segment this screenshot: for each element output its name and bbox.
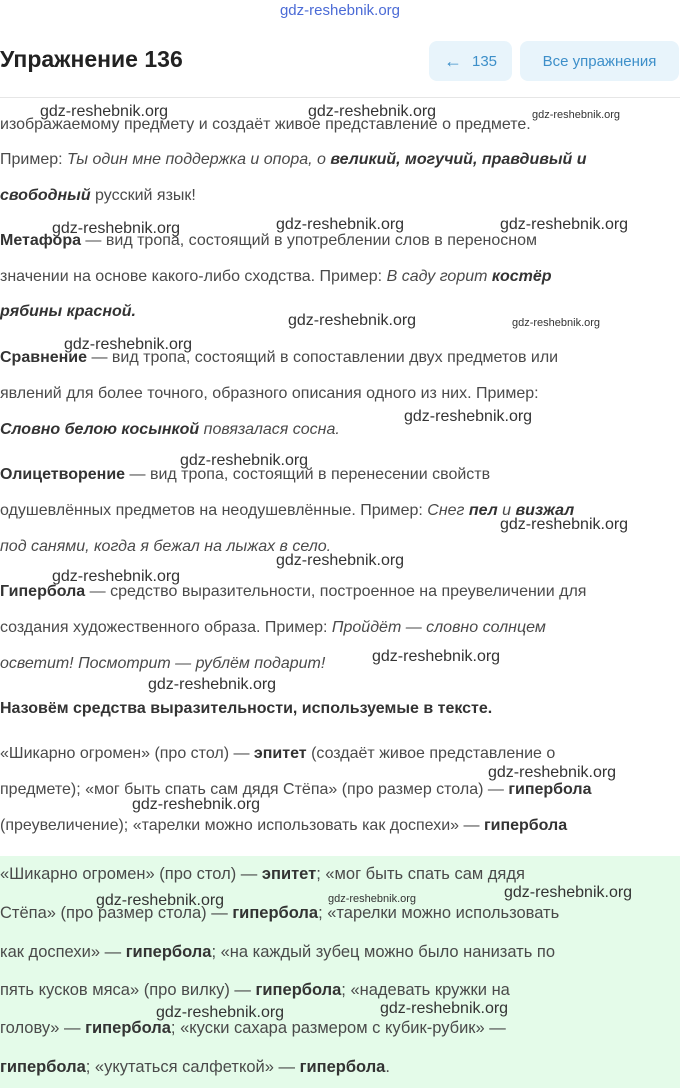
text-line: Пример: Ты один мне поддержка и опора, о великий, могучий, правдивый и (0, 151, 587, 168)
text-line: рябины красной. (0, 303, 136, 320)
answer-line: голову» — гипербола; «куски сахара размером с кубик-рубик» — (0, 1019, 506, 1037)
watermark: gdz-reshebnik.org (40, 103, 169, 120)
text-line: «Шикарно огромен» (про стол) — эпитет (создаёт живое представление о (0, 745, 556, 762)
arrow-left-icon: ← (443, 50, 462, 71)
watermark: gdz-reshebnik.org (380, 1000, 509, 1017)
answer-line: пять кусков мяса» (про вилку) — гипербола; «надевать кружки на (0, 981, 510, 999)
text-line: под санями, когда я бежал на лыжах в село. (0, 538, 332, 555)
watermark: gdz-reshebnik.org (372, 648, 501, 665)
answer-line: «Шикарно огромен» (про стол) — эпитет; «мог быть спать сам дядя (0, 865, 525, 883)
watermark: gdz-reshebnik.org (96, 892, 225, 909)
text-line: одушевлённых предметов на неодушевлённые. Пример: Снег пел и визжал (0, 502, 575, 519)
watermark: gdz-reshebnik.org (488, 764, 617, 781)
page-title: Упражнение 136 (0, 46, 183, 72)
all-exercises-button[interactable]: Все упражнения (520, 41, 679, 81)
watermark: gdz-reshebnik.org (276, 552, 405, 569)
task-heading: Назовём средства выразительности, используемые в тексте. (0, 700, 493, 717)
watermark: gdz-reshebnik.org (156, 1004, 285, 1021)
watermark: gdz-reshebnik.org (512, 317, 601, 329)
text-line: создания художественного образа. Пример: Пройдёт — словно солнцем (0, 619, 546, 636)
watermark: gdz-reshebnik.org (180, 452, 309, 469)
watermark: gdz-reshebnik.org (288, 312, 417, 329)
watermark: gdz-reshebnik.org (328, 893, 417, 905)
text-line: изображаемому предмету и создаёт живое представление о предмете. (0, 116, 531, 133)
watermark: gdz-reshebnik.org (148, 676, 277, 693)
answer-line: гипербола; «укутаться салфеткой» — гипербола. (0, 1058, 390, 1076)
page-header (0, 26, 680, 98)
text-line: значении на основе какого-либо сходства. Пример: В саду горит костёр (0, 268, 552, 285)
prev-exercise-button[interactable] (429, 41, 512, 81)
text-line: (преувеличение); «тарелки можно использовать как доспехи» — гипербола (0, 817, 568, 834)
watermark: gdz-reshebnik.org (52, 220, 181, 237)
text-line: осветит! Посмотрит — рублём подарит! (0, 655, 326, 672)
prev-exercise-label: 135 (471, 52, 498, 70)
text-line: предмете); «мог быть спать сам дядя Стёпа» (про размер стола) — гипербола (0, 781, 592, 798)
personification-definition: Олицетворение — вид тропа, состоящий в перенесении свойств (0, 466, 491, 483)
text-line: Словно белою косынкой повязалася сосна. (0, 421, 340, 438)
text-line: явлений для более точного, образного описания одного из них. Пример: (0, 385, 539, 402)
text-line: свободный русский язык! (0, 187, 196, 204)
answer-line: Стёпа» (про размер стола) — гипербола; «тарелки можно использовать (0, 904, 560, 922)
watermark: gdz-reshebnik.org (308, 103, 437, 120)
watermark: gdz-reshebnik.org (64, 336, 193, 353)
site-link[interactable]: gdz-reshebnik.org (279, 2, 401, 19)
watermark: gdz-reshebnik.org (532, 109, 621, 121)
watermark: gdz-reshebnik.org (404, 408, 533, 425)
watermark: gdz-reshebnik.org (504, 884, 633, 901)
watermark: gdz-reshebnik.org (500, 516, 629, 533)
solution-text (0, 98, 680, 856)
watermark: gdz-reshebnik.org (276, 216, 405, 233)
watermark: gdz-reshebnik.org (132, 796, 261, 813)
comparison-definition: Сравнение — вид тропа, состоящий в сопоставлении двух предметов или (0, 349, 559, 366)
watermark: gdz-reshebnik.org (52, 568, 181, 585)
hyperbole-definition: Гипербола — средство выразительности, построенное на преувеличении для (0, 583, 587, 600)
metaphor-definition: Метафора — вид тропа, состоящий в употреблении слов в переносном (0, 232, 538, 249)
answer-line: как доспехи» — гипербола; «на каждый зубец можно было нанизать по (0, 943, 556, 961)
watermark: gdz-reshebnik.org (500, 216, 629, 233)
